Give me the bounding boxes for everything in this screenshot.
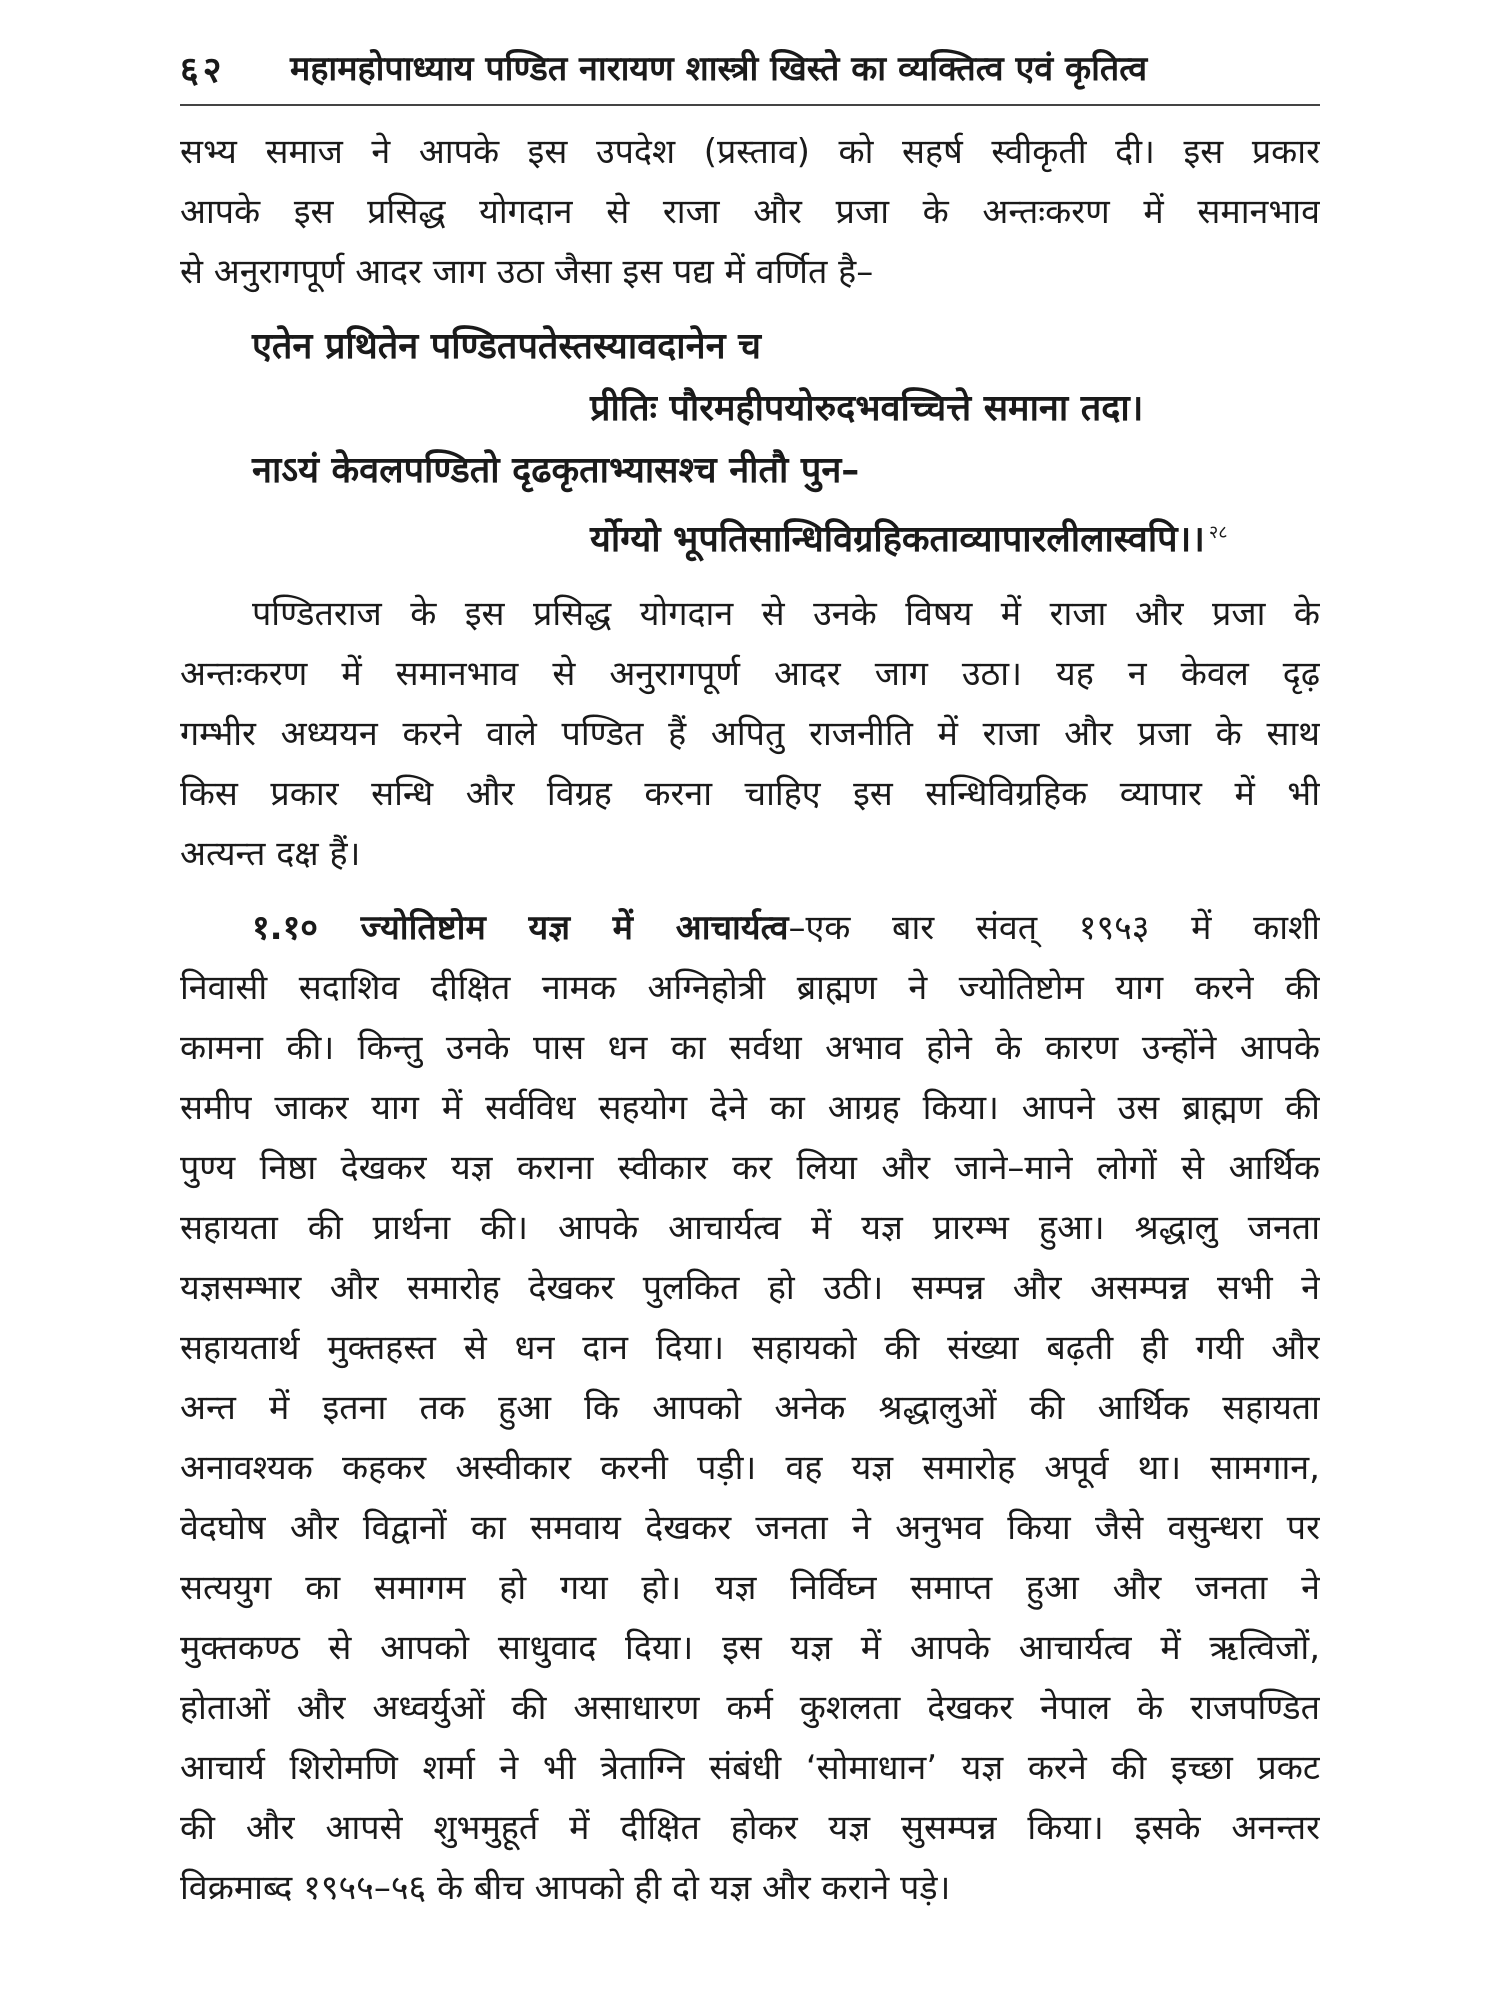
- section-jyotishtoma: [180, 898, 1320, 1918]
- text-line: होताओं और अध्वर्युओं की असाधारण कर्म कुशलता देखकर नेपाल के राजपण्डित: [180, 1688, 1320, 1728]
- text-line: पण्डितराज के इस प्रसिद्ध योगदान से उनके विषय में राजा और प्रजा के: [252, 594, 1320, 634]
- text-line: पुण्य निष्ठा देखकर यज्ञ कराना स्वीकार कर लिया और जाने–माने लोगों से आर्थिक: [180, 1148, 1320, 1188]
- section-heading: १.१० ज्योतिष्टोम यज्ञ में आचार्यत्व: [252, 908, 789, 948]
- text-line: सत्ययुग का समागम हो गया हो। यज्ञ निर्विघ्न समाप्त हुआ और जनता ने: [180, 1568, 1320, 1608]
- verse-line: नाऽयं केवलपण्डितो दृढकृताभ्यासश्च नीतौ पुन–: [252, 450, 860, 491]
- text-line: समीप जाकर याग में सर्वविध सहयोग देने का आग्रह किया। आपने उस ब्राह्मण की: [180, 1088, 1320, 1128]
- page-number: ६२: [180, 50, 226, 91]
- text-line: वेदघोष और विद्वानों का समवाय देखकर जनता ने अनुभव किया जैसे वसुन्धरा पर: [180, 1508, 1320, 1548]
- paragraph-explanation: [180, 584, 1320, 884]
- text-line: अन्त में इतना तक हुआ कि आपको अनेक श्रद्धालुओं की आर्थिक सहायता: [180, 1388, 1320, 1428]
- body-text: [180, 122, 1320, 1918]
- text-line: आपके इस प्रसिद्ध योगदान से राजा और प्रजा के अन्तःकरण में समानभाव: [180, 192, 1320, 232]
- text-line: निवासी सदाशिव दीक्षित नामक अग्निहोत्री ब्राह्मण ने ज्योतिष्टोम याग करने की: [180, 968, 1320, 1008]
- section-first-line-text: –एक बार संवत् १९५३ में काशी: [788, 908, 1320, 948]
- text-line: अत्यन्त दक्ष हैं।: [180, 834, 361, 874]
- text-line: गम्भीर अध्ययन करने वाले पण्डित हैं अपितु राजनीति में राजा और प्रजा के साथ: [180, 714, 1320, 754]
- header-rule: [180, 104, 1320, 106]
- verse-line-text: र्योग्यो भूपतिसान्धिविग्रहिकताव्यापारलीलास्वपि।।: [590, 519, 1205, 560]
- text-line: किस प्रकार सन्धि और विग्रह करना चाहिए इस सन्धिविग्रहिक व्यापार में भी: [180, 774, 1320, 814]
- text-line: सहायतार्थ मुक्तहस्त से धन दान दिया। सहायको की संख्या बढ़ती ही गयी और: [180, 1328, 1320, 1368]
- text-line: से अनुरागपूर्ण आदर जाग उठा जैसा इस पद्य में वर्णित है–: [180, 252, 874, 292]
- verse-line: प्रीतिः पौरमहीपयोरुदभवच्चित्ते समाना तदा।: [590, 388, 1144, 429]
- verse-line: [180, 502, 1320, 564]
- text-line: की और आपसे शुभमुहूर्त में दीक्षित होकर यज्ञ सुसम्पन्न किया। इसके अनन्तर: [180, 1808, 1320, 1848]
- footnote-reference: २८: [1208, 522, 1228, 543]
- text-line: अन्तःकरण में समानभाव से अनुरागपूर्ण आदर जाग उठा। यह न केवल दृढ़: [180, 654, 1320, 694]
- text-line: सभ्य समाज ने आपके इस उपदेश (प्रस्ताव) को सहर्ष स्वीकृती दी। इस प्रकार: [180, 132, 1320, 172]
- text-line: कामना की। किन्तु उनके पास धन का सर्वथा अभाव होने के कारण उन्होंने आपके: [180, 1028, 1320, 1068]
- section-first-line: [180, 898, 1320, 958]
- text-line: अनावश्यक कहकर अस्वीकार करनी पड़ी। वह यज्ञ समारोह अपूर्व था। सामगान,: [180, 1448, 1320, 1488]
- paragraph-intro: [180, 122, 1320, 302]
- text-line: मुक्तकण्ठ से आपको साधुवाद दिया। इस यज्ञ में आपके आचार्यत्व में ऋत्विजों,: [180, 1628, 1320, 1668]
- text-line: यज्ञसम्भार और समारोह देखकर पुलकित हो उठी। सम्पन्न और असम्पन्न सभी ने: [180, 1268, 1320, 1308]
- text-line: आचार्य शिरोमणि शर्मा ने भी त्रेताग्नि संबंधी ‘सोमाधान’ यज्ञ करने की इच्छा प्रकट: [180, 1748, 1320, 1788]
- text-line: सहायता की प्रार्थना की। आपके आचार्यत्व में यज्ञ प्रारम्भ हुआ। श्रद्धालु जनता: [180, 1208, 1320, 1248]
- page-header: [180, 40, 1320, 100]
- verse-line: एतेन प्रथितेन पण्डितपतेस्तस्यावदानेन च: [252, 326, 761, 367]
- text-line: विक्रमाब्द १९५५–५६ के बीच आपको ही दो यज्ञ और कराने पड़े।: [180, 1868, 951, 1908]
- sanskrit-verse: [180, 316, 1320, 564]
- running-title: महामहोपाध्याय पण्डित नारायण शास्त्री खिस्ते का व्यक्तित्व एवं कृतित्व: [290, 49, 1148, 89]
